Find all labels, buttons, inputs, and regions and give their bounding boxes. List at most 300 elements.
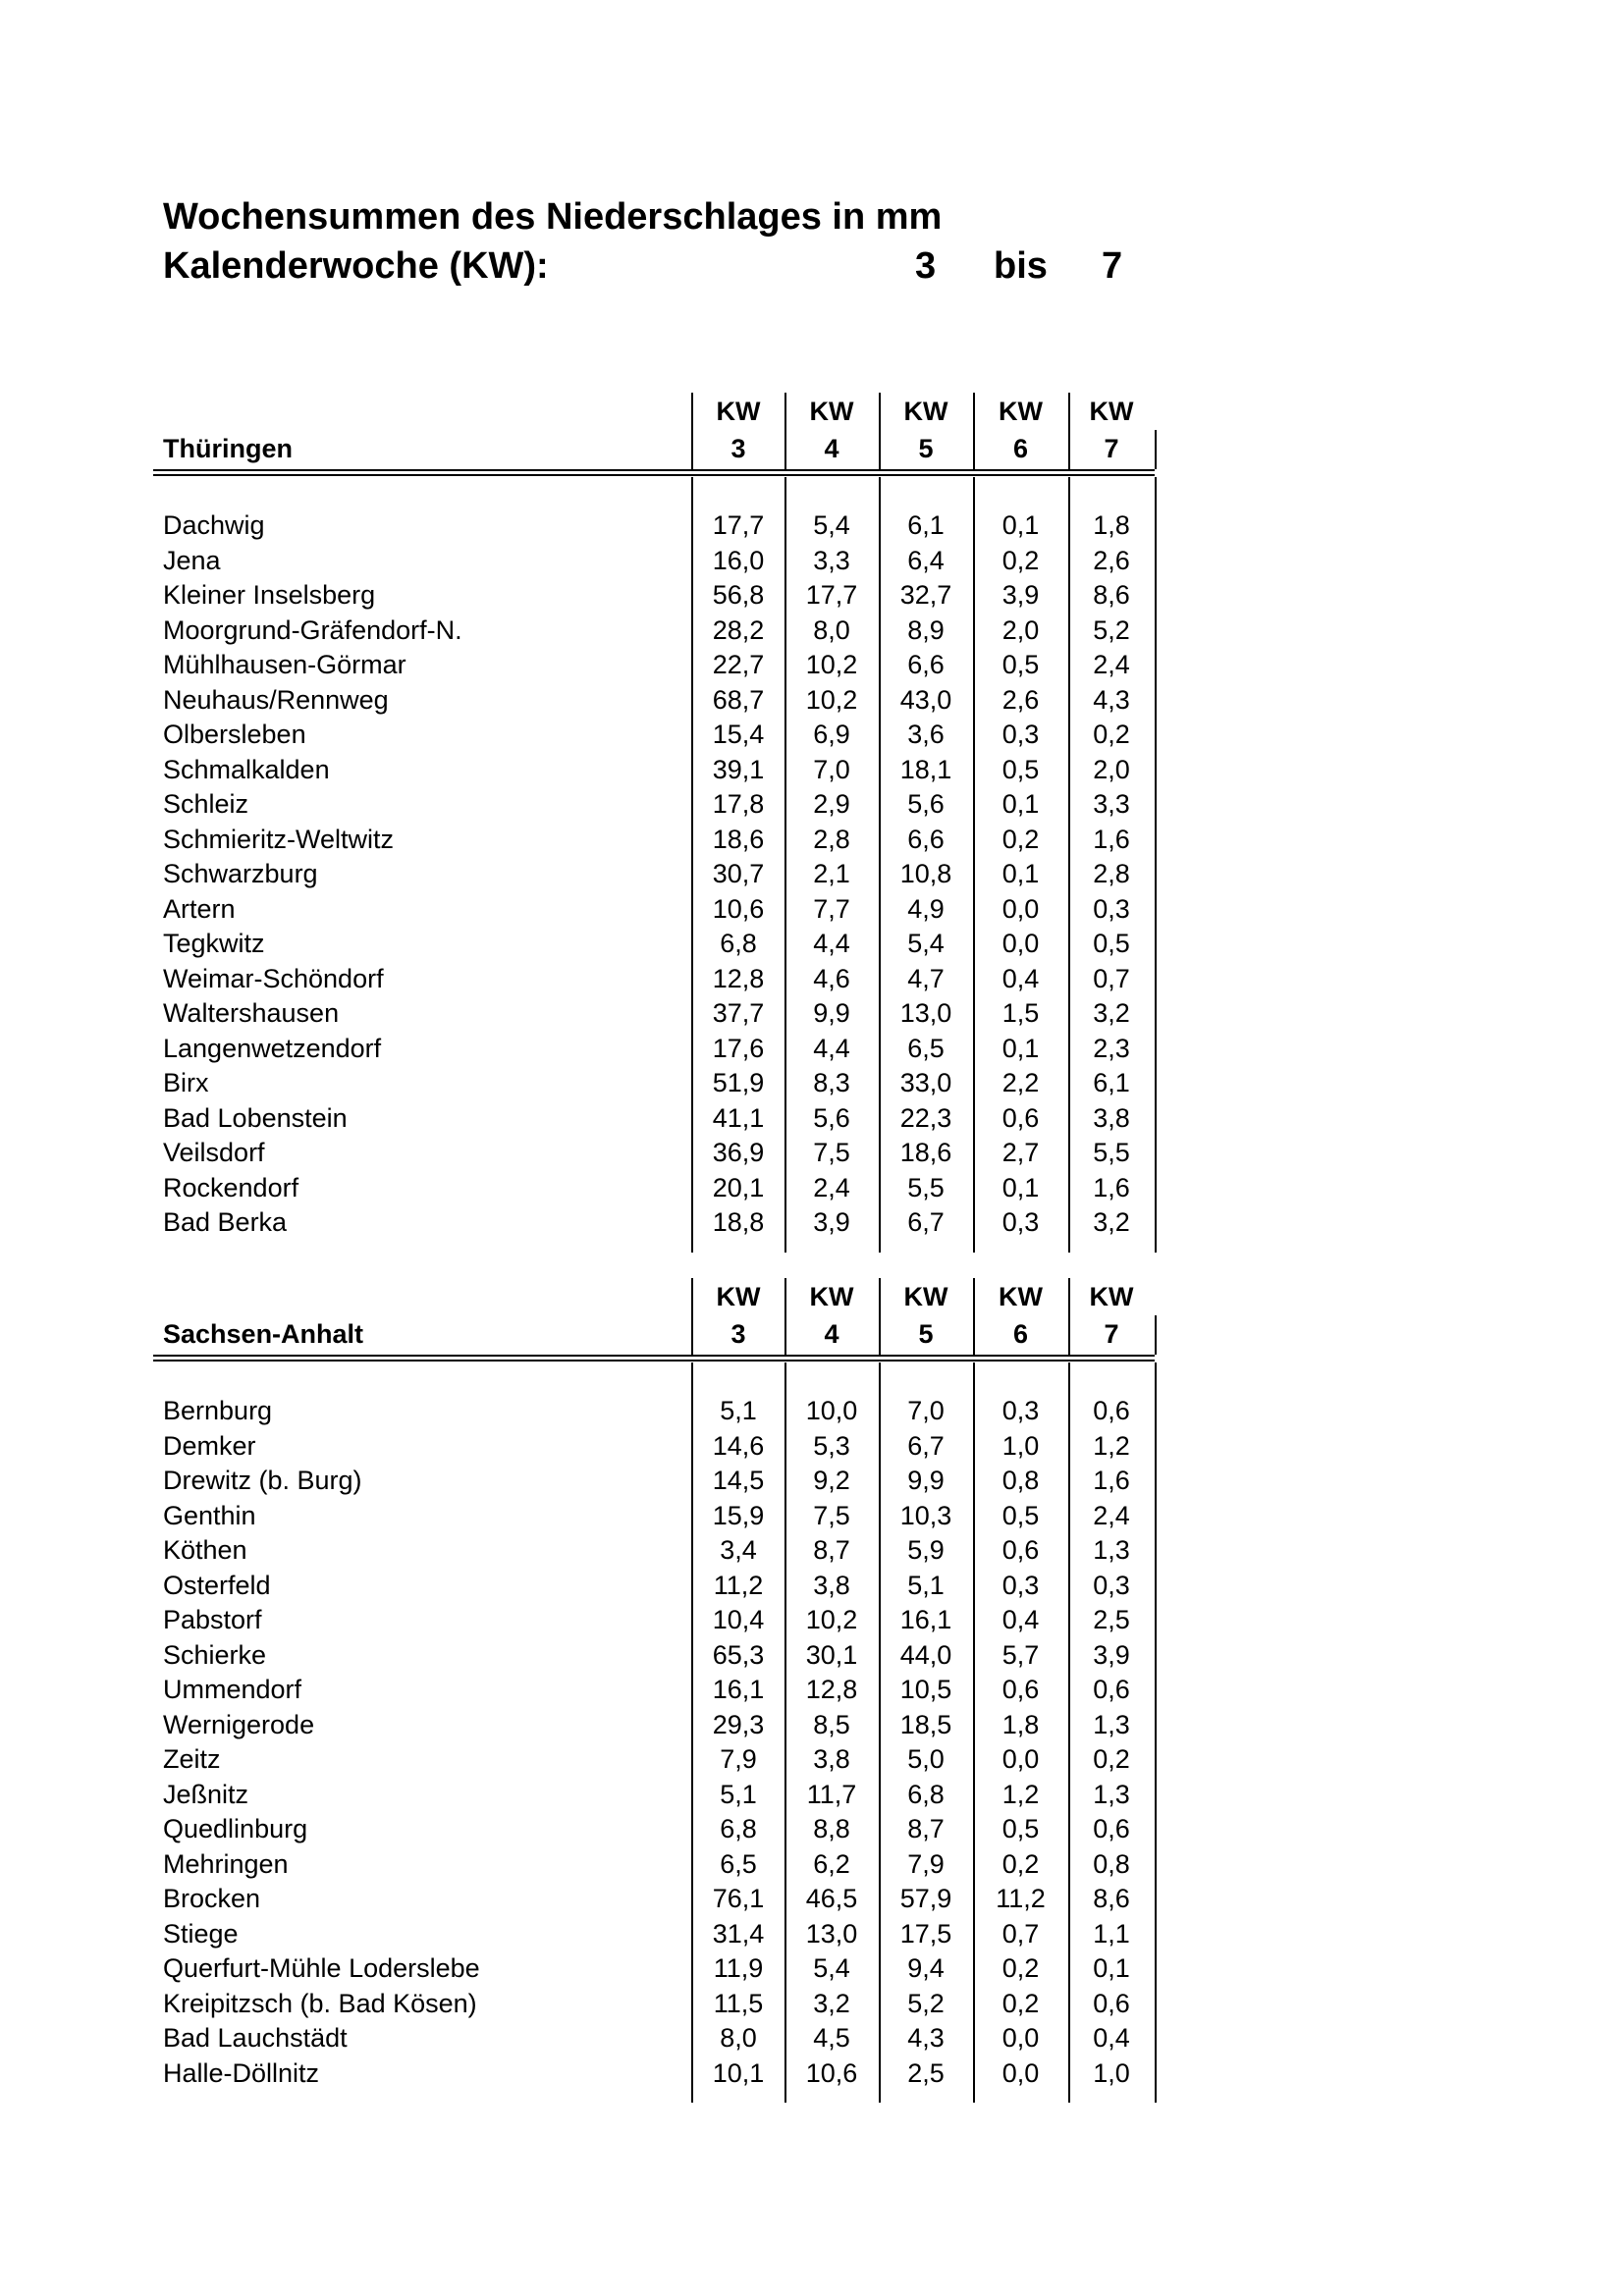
table-row bbox=[153, 1778, 1155, 1813]
precipitation-value: 3,8 bbox=[813, 1744, 850, 1774]
station-name: Köthen bbox=[163, 1535, 247, 1565]
precipitation-value: 1,2 bbox=[1001, 1779, 1040, 1809]
table-row bbox=[153, 2021, 1155, 2056]
precipitation-value: 1,6 bbox=[1093, 824, 1130, 854]
precipitation-value: 0,1 bbox=[1093, 1953, 1130, 1983]
precipitation-value: 22,3 bbox=[899, 1102, 952, 1133]
precipitation-value: 9,4 bbox=[907, 1953, 945, 1983]
table-row bbox=[153, 683, 1155, 719]
table-row bbox=[153, 1032, 1155, 1067]
precipitation-value: 29,3 bbox=[712, 1709, 765, 1739]
precipitation-value: 14,5 bbox=[712, 1466, 765, 1495]
column-header-week: 5 bbox=[918, 1319, 934, 1349]
precipitation-value: 65,3 bbox=[712, 1639, 765, 1670]
precipitation-value: 8,6 bbox=[1093, 1884, 1130, 1913]
column-header-week: 6 bbox=[1012, 1319, 1029, 1349]
precipitation-value: 7,9 bbox=[720, 1744, 757, 1774]
column-divider bbox=[1155, 430, 1157, 469]
precipitation-value: 56,8 bbox=[712, 580, 765, 610]
precipitation-value: 0,2 bbox=[1001, 1953, 1040, 1983]
station-table bbox=[153, 393, 1155, 1241]
column-header-week: 4 bbox=[824, 434, 839, 463]
table-row bbox=[153, 1499, 1155, 1534]
table-row bbox=[153, 1812, 1155, 1847]
station-table bbox=[153, 1278, 1155, 2091]
station-name: Kleiner Inselsberg bbox=[163, 580, 376, 610]
precipitation-value: 0,1 bbox=[1001, 1033, 1040, 1063]
precipitation-value: 10,2 bbox=[805, 650, 858, 679]
precipitation-value: 4,4 bbox=[813, 1033, 850, 1063]
table-body bbox=[153, 1355, 1155, 2091]
station-name: Jeßnitz bbox=[163, 1779, 249, 1809]
precipitation-value: 1,0 bbox=[1093, 2057, 1130, 2088]
column-header bbox=[691, 393, 785, 469]
station-name: Pabstorf bbox=[163, 1605, 262, 1634]
precipitation-value: 3,3 bbox=[1093, 789, 1130, 819]
precipitation-value: 2,2 bbox=[1001, 1068, 1040, 1097]
station-name: Jena bbox=[163, 545, 221, 575]
station-name: Drewitz (b. Burg) bbox=[163, 1466, 362, 1495]
precipitation-value: 6,6 bbox=[907, 824, 945, 854]
column-divider bbox=[691, 1278, 693, 1355]
precipitation-value: 3,9 bbox=[1001, 580, 1040, 610]
column-divider bbox=[879, 1362, 881, 2103]
station-name: Bernburg bbox=[163, 1396, 273, 1425]
column-header-week: 4 bbox=[824, 1319, 839, 1349]
precipitation-value: 11,2 bbox=[996, 1884, 1046, 1913]
precipitation-value: 30,1 bbox=[805, 1639, 858, 1670]
precipitation-value: 10,3 bbox=[899, 1500, 952, 1530]
precipitation-value: 5,4 bbox=[813, 510, 850, 540]
table-row bbox=[153, 544, 1155, 579]
table-row bbox=[153, 1205, 1155, 1241]
precipitation-value: 5,9 bbox=[907, 1535, 945, 1565]
precipitation-value: 18,6 bbox=[899, 1138, 952, 1167]
precipitation-value: 4,4 bbox=[813, 929, 850, 958]
precipitation-value: 0,4 bbox=[1001, 1605, 1040, 1634]
table-row bbox=[153, 857, 1155, 892]
precipitation-value: 68,7 bbox=[712, 684, 765, 715]
precipitation-value: 11,5 bbox=[713, 1988, 764, 2018]
precipitation-value: 7,0 bbox=[813, 754, 850, 784]
column-header-kw: KW bbox=[809, 397, 854, 426]
station-name: Neuhaus/Rennweg bbox=[163, 684, 389, 715]
precipitation-value: 0,1 bbox=[1001, 859, 1040, 888]
precipitation-value: 8,9 bbox=[907, 614, 945, 645]
table-row bbox=[153, 1673, 1155, 1708]
precipitation-value: 5,3 bbox=[813, 1430, 850, 1461]
precipitation-value: 3,9 bbox=[1093, 1639, 1130, 1670]
column-header-kw: KW bbox=[903, 397, 948, 426]
precipitation-value: 2,7 bbox=[1001, 1138, 1040, 1167]
table-body bbox=[153, 469, 1155, 1241]
precipitation-value: 11,9 bbox=[713, 1953, 764, 1983]
table-row bbox=[153, 962, 1155, 997]
column-header bbox=[973, 393, 1068, 469]
precipitation-value: 10,6 bbox=[712, 893, 765, 924]
station-name: Mühlhausen-Görmar bbox=[163, 650, 406, 679]
table-row bbox=[153, 1066, 1155, 1101]
column-divider bbox=[1155, 1315, 1157, 1355]
precipitation-value: 7,0 bbox=[907, 1396, 945, 1425]
column-header-week: 3 bbox=[730, 1319, 746, 1349]
precipitation-value: 2,5 bbox=[1093, 1605, 1130, 1634]
station-name: Weimar-Schöndorf bbox=[163, 963, 384, 993]
precipitation-value: 0,5 bbox=[1001, 650, 1040, 679]
precipitation-value: 0,0 bbox=[1001, 1744, 1040, 1774]
table-row bbox=[153, 1533, 1155, 1569]
column-header-kw: KW bbox=[903, 1282, 948, 1311]
station-name: Rockendorf bbox=[163, 1172, 299, 1202]
precipitation-value: 39,1 bbox=[712, 754, 765, 784]
column-divider bbox=[1068, 1362, 1070, 2103]
precipitation-value: 3,2 bbox=[1093, 998, 1130, 1028]
column-header-kw: KW bbox=[999, 1282, 1043, 1311]
station-name: Schierke bbox=[163, 1639, 267, 1670]
precipitation-value: 6,5 bbox=[907, 1033, 945, 1063]
column-header-kw: KW bbox=[716, 1282, 761, 1311]
column-divider bbox=[784, 1278, 786, 1355]
precipitation-value: 6,9 bbox=[813, 720, 850, 749]
precipitation-value: 0,6 bbox=[1093, 1988, 1130, 2018]
precipitation-value: 7,7 bbox=[813, 893, 850, 924]
table-row bbox=[153, 648, 1155, 683]
station-name: Brocken bbox=[163, 1884, 261, 1913]
precipitation-value: 0,3 bbox=[1093, 893, 1130, 924]
precipitation-value: 28,2 bbox=[712, 614, 765, 645]
table-row bbox=[153, 892, 1155, 928]
precipitation-value: 0,3 bbox=[1001, 1207, 1040, 1237]
precipitation-value: 0,0 bbox=[1001, 2023, 1040, 2053]
precipitation-value: 11,2 bbox=[713, 1570, 764, 1600]
column-divider bbox=[879, 477, 881, 1253]
column-divider bbox=[691, 477, 693, 1253]
column-divider bbox=[691, 393, 693, 469]
precipitation-value: 2,4 bbox=[1093, 650, 1130, 679]
precipitation-value: 2,4 bbox=[813, 1172, 850, 1202]
column-divider bbox=[784, 393, 786, 469]
precipitation-value: 1,1 bbox=[1093, 1918, 1130, 1949]
table-row bbox=[153, 718, 1155, 753]
precipitation-value: 0,1 bbox=[1001, 789, 1040, 819]
precipitation-value: 9,2 bbox=[813, 1466, 850, 1495]
precipitation-value: 16,1 bbox=[899, 1605, 952, 1634]
precipitation-value: 8,6 bbox=[1093, 580, 1130, 610]
precipitation-value: 3,9 bbox=[813, 1207, 850, 1237]
precipitation-value: 8,5 bbox=[813, 1709, 850, 1739]
precipitation-value: 0,2 bbox=[1001, 1988, 1040, 2018]
precipitation-value: 4,3 bbox=[1093, 684, 1130, 715]
precipitation-value: 0,0 bbox=[1001, 2057, 1040, 2088]
table-row bbox=[153, 1742, 1155, 1778]
precipitation-value: 0,2 bbox=[1093, 720, 1130, 749]
precipitation-value: 7,5 bbox=[813, 1500, 850, 1530]
precipitation-value: 0,1 bbox=[1001, 510, 1040, 540]
precipitation-value: 20,1 bbox=[712, 1172, 765, 1202]
column-header bbox=[1068, 393, 1155, 469]
table-row bbox=[153, 823, 1155, 858]
station-name: Osterfeld bbox=[163, 1570, 271, 1600]
station-name: Ummendorf bbox=[163, 1675, 302, 1704]
precipitation-value: 0,5 bbox=[1001, 754, 1040, 784]
station-name: Artern bbox=[163, 893, 236, 924]
precipitation-value: 0,6 bbox=[1001, 1102, 1040, 1133]
precipitation-value: 14,6 bbox=[712, 1430, 765, 1461]
table-row bbox=[153, 1101, 1155, 1137]
region-name: Sachsen-Anhalt bbox=[163, 1319, 364, 1349]
table-row bbox=[153, 1708, 1155, 1743]
precipitation-value: 0,2 bbox=[1001, 545, 1040, 575]
table-header bbox=[153, 393, 1155, 469]
column-header-week: 5 bbox=[918, 434, 934, 463]
precipitation-value: 9,9 bbox=[907, 1466, 945, 1495]
precipitation-value: 17,5 bbox=[899, 1918, 952, 1949]
precipitation-value: 5,4 bbox=[813, 1953, 850, 1983]
precipitation-value: 0,6 bbox=[1001, 1675, 1040, 1704]
table-row bbox=[153, 1951, 1155, 1987]
precipitation-value: 5,6 bbox=[813, 1102, 850, 1133]
column-header-week: 7 bbox=[1104, 1319, 1119, 1349]
precipitation-value: 2,4 bbox=[1093, 1500, 1130, 1530]
precipitation-value: 0,5 bbox=[1001, 1500, 1040, 1530]
column-header bbox=[1068, 1278, 1155, 1355]
station-name: Dachwig bbox=[163, 510, 265, 540]
precipitation-value: 46,5 bbox=[805, 1884, 858, 1913]
table-row bbox=[153, 787, 1155, 823]
column-divider bbox=[879, 393, 881, 469]
station-name: Schwarzburg bbox=[163, 859, 318, 888]
precipitation-value: 1,2 bbox=[1093, 1430, 1130, 1461]
column-header-kw: KW bbox=[1089, 397, 1134, 426]
precipitation-value: 5,1 bbox=[720, 1396, 757, 1425]
precipitation-value: 4,9 bbox=[907, 893, 945, 924]
precipitation-value: 17,8 bbox=[712, 789, 765, 819]
precipitation-value: 37,7 bbox=[712, 998, 765, 1028]
station-name: Waltershausen bbox=[163, 998, 340, 1028]
precipitation-value: 12,8 bbox=[712, 963, 765, 993]
precipitation-value: 1,8 bbox=[1093, 510, 1130, 540]
station-name: Bad Lauchstädt bbox=[163, 2023, 348, 2053]
precipitation-value: 0,6 bbox=[1093, 1814, 1130, 1843]
precipitation-value: 13,0 bbox=[805, 1918, 858, 1949]
precipitation-value: 6,6 bbox=[907, 650, 945, 679]
calendar-week-label: Kalenderwoche (KW): bbox=[163, 245, 549, 287]
column-divider bbox=[973, 1278, 975, 1355]
precipitation-value: 10,1 bbox=[712, 2057, 765, 2088]
precipitation-value: 57,9 bbox=[899, 1884, 952, 1913]
calendar-week-range bbox=[163, 245, 1123, 288]
precipitation-value: 3,3 bbox=[813, 545, 850, 575]
precipitation-value: 30,7 bbox=[712, 859, 765, 888]
precipitation-value: 17,7 bbox=[712, 510, 765, 540]
table-row bbox=[153, 1882, 1155, 1917]
precipitation-value: 5,6 bbox=[907, 789, 945, 819]
precipitation-value: 10,2 bbox=[805, 684, 858, 715]
precipitation-value: 18,6 bbox=[712, 824, 765, 854]
column-header bbox=[691, 1278, 785, 1355]
precipitation-value: 0,2 bbox=[1093, 1744, 1130, 1774]
station-name: Halle-Döllnitz bbox=[163, 2057, 320, 2088]
precipitation-value: 41,1 bbox=[712, 1102, 765, 1133]
precipitation-value: 0,7 bbox=[1001, 1918, 1040, 1949]
precipitation-value: 44,0 bbox=[899, 1639, 952, 1670]
table-row bbox=[153, 578, 1155, 614]
precipitation-value: 6,8 bbox=[907, 1779, 945, 1809]
precipitation-value: 5,0 bbox=[907, 1744, 945, 1774]
station-name: Birx bbox=[163, 1068, 209, 1097]
table-row bbox=[153, 1847, 1155, 1883]
precipitation-value: 4,7 bbox=[907, 963, 945, 993]
precipitation-value: 5,2 bbox=[1093, 614, 1130, 645]
precipitation-value: 51,9 bbox=[712, 1068, 765, 1097]
column-header-kw: KW bbox=[1089, 1282, 1134, 1311]
precipitation-value: 13,0 bbox=[899, 998, 952, 1028]
precipitation-value: 6,7 bbox=[907, 1207, 945, 1237]
precipitation-value: 0,1 bbox=[1001, 1172, 1040, 1202]
page-title: Wochensummen des Niederschlages in mm bbox=[163, 196, 943, 238]
precipitation-value: 0,0 bbox=[1001, 893, 1040, 924]
precipitation-value: 0,7 bbox=[1093, 963, 1130, 993]
precipitation-value: 2,9 bbox=[813, 789, 850, 819]
station-name: Tegkwitz bbox=[163, 929, 265, 958]
column-header-kw: KW bbox=[999, 397, 1043, 426]
column-divider bbox=[973, 477, 975, 1253]
column-header-week: 6 bbox=[1012, 434, 1029, 463]
column-divider bbox=[1068, 1278, 1070, 1355]
column-header bbox=[973, 1278, 1068, 1355]
column-divider bbox=[784, 1362, 786, 2103]
precipitation-value: 5,4 bbox=[907, 929, 945, 958]
precipitation-value: 0,3 bbox=[1001, 720, 1040, 749]
precipitation-value: 10,8 bbox=[899, 859, 952, 888]
precipitation-value: 6,5 bbox=[720, 1848, 757, 1879]
column-divider bbox=[973, 1362, 975, 2103]
station-name: Wernigerode bbox=[163, 1709, 315, 1739]
table-header bbox=[153, 1278, 1155, 1355]
precipitation-value: 3,2 bbox=[813, 1988, 850, 2018]
column-divider bbox=[1155, 1362, 1157, 2103]
precipitation-value: 0,2 bbox=[1001, 824, 1040, 854]
precipitation-value: 0,6 bbox=[1093, 1396, 1130, 1425]
precipitation-value: 2,0 bbox=[1093, 754, 1130, 784]
precipitation-value: 0,6 bbox=[1093, 1675, 1130, 1704]
precipitation-value: 2,6 bbox=[1093, 545, 1130, 575]
column-divider bbox=[1068, 393, 1070, 469]
precipitation-value: 1,5 bbox=[1001, 998, 1040, 1028]
precipitation-value: 2,3 bbox=[1093, 1033, 1130, 1063]
calendar-week-bis: bis bbox=[994, 245, 1048, 287]
precipitation-value: 8,7 bbox=[813, 1535, 850, 1565]
table-row bbox=[153, 927, 1155, 962]
column-divider bbox=[784, 477, 786, 1253]
precipitation-value: 0,5 bbox=[1093, 929, 1130, 958]
precipitation-value: 16,0 bbox=[712, 545, 765, 575]
precipitation-value: 7,9 bbox=[907, 1848, 945, 1879]
precipitation-value: 2,1 bbox=[813, 859, 850, 888]
table-row bbox=[153, 1136, 1155, 1171]
precipitation-value: 5,5 bbox=[907, 1172, 945, 1202]
precipitation-value: 0,2 bbox=[1001, 1848, 1040, 1879]
precipitation-value: 15,9 bbox=[712, 1500, 765, 1530]
table-row bbox=[153, 1987, 1155, 2022]
column-divider bbox=[1155, 477, 1157, 1253]
precipitation-value: 5,2 bbox=[907, 1988, 945, 2018]
precipitation-value: 10,5 bbox=[899, 1675, 952, 1704]
precipitation-value: 1,0 bbox=[1001, 1430, 1040, 1461]
precipitation-value: 32,7 bbox=[899, 580, 952, 610]
precipitation-value: 6,2 bbox=[813, 1848, 850, 1879]
precipitation-value: 8,3 bbox=[813, 1068, 850, 1097]
precipitation-value: 11,7 bbox=[806, 1779, 857, 1809]
precipitation-value: 0,4 bbox=[1093, 2023, 1130, 2053]
station-name: Schleiz bbox=[163, 789, 249, 819]
station-name: Mehringen bbox=[163, 1848, 289, 1879]
precipitation-value: 2,6 bbox=[1001, 684, 1040, 715]
precipitation-value: 36,9 bbox=[712, 1138, 765, 1167]
precipitation-value: 43,0 bbox=[899, 684, 952, 715]
column-header bbox=[784, 393, 879, 469]
precipitation-value: 0,5 bbox=[1001, 1814, 1040, 1843]
precipitation-value: 3,8 bbox=[1093, 1102, 1130, 1133]
precipitation-value: 5,1 bbox=[720, 1779, 757, 1809]
precipitation-value: 0,6 bbox=[1001, 1535, 1040, 1565]
precipitation-value: 8,8 bbox=[813, 1814, 850, 1843]
column-divider bbox=[691, 1362, 693, 2103]
table-row bbox=[153, 2056, 1155, 2092]
table-row bbox=[153, 614, 1155, 649]
precipitation-value: 22,7 bbox=[712, 650, 765, 679]
station-name: Veilsdorf bbox=[163, 1138, 265, 1167]
precipitation-value: 16,1 bbox=[712, 1675, 765, 1704]
precipitation-value: 3,2 bbox=[1093, 1207, 1130, 1237]
station-name: Querfurt-Mühle Loderslebe bbox=[163, 1953, 480, 1983]
table-row bbox=[153, 996, 1155, 1032]
precipitation-value: 9,9 bbox=[813, 998, 850, 1028]
precipitation-value: 10,2 bbox=[805, 1605, 858, 1634]
precipitation-value: 17,7 bbox=[805, 580, 858, 610]
column-divider bbox=[1068, 477, 1070, 1253]
calendar-week-to: 7 bbox=[1102, 245, 1123, 287]
calendar-week-from: 3 bbox=[915, 245, 937, 287]
table-row bbox=[153, 1464, 1155, 1499]
precipitation-value: 1,3 bbox=[1093, 1779, 1130, 1809]
station-name: Moorgrund-Gräfendorf-N. bbox=[163, 614, 462, 645]
precipitation-value: 1,8 bbox=[1001, 1709, 1040, 1739]
station-name: Bad Berka bbox=[163, 1207, 288, 1237]
precipitation-value: 8,0 bbox=[720, 2023, 757, 2053]
column-header bbox=[784, 1278, 879, 1355]
precipitation-value: 0,3 bbox=[1001, 1396, 1040, 1425]
precipitation-value: 6,1 bbox=[907, 510, 945, 540]
precipitation-value: 1,3 bbox=[1093, 1535, 1130, 1565]
precipitation-value: 1,3 bbox=[1093, 1709, 1130, 1739]
precipitation-value: 76,1 bbox=[712, 1884, 765, 1913]
column-divider bbox=[879, 1278, 881, 1355]
precipitation-value: 5,5 bbox=[1093, 1138, 1130, 1167]
precipitation-value: 18,1 bbox=[899, 754, 952, 784]
precipitation-value: 18,5 bbox=[899, 1709, 952, 1739]
precipitation-value: 3,8 bbox=[813, 1570, 850, 1600]
precipitation-value: 4,3 bbox=[907, 2023, 945, 2053]
station-name: Langenwetzendorf bbox=[163, 1033, 382, 1063]
precipitation-value: 18,8 bbox=[712, 1207, 765, 1237]
precipitation-value: 7,5 bbox=[813, 1138, 850, 1167]
table-row bbox=[153, 753, 1155, 788]
station-name: Bad Lobenstein bbox=[163, 1102, 348, 1133]
table-row bbox=[153, 1429, 1155, 1465]
column-header-kw: KW bbox=[809, 1282, 854, 1311]
table-row bbox=[153, 1569, 1155, 1604]
